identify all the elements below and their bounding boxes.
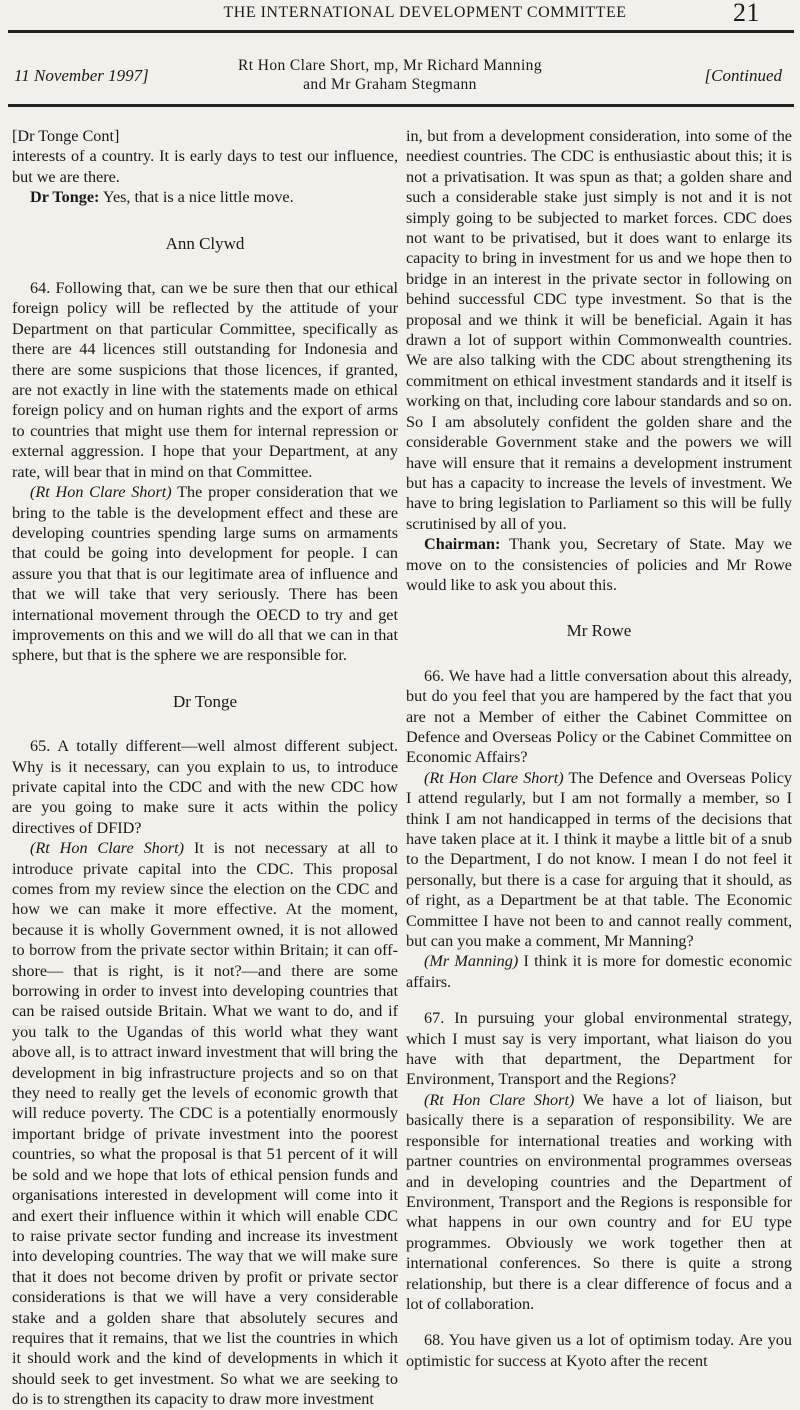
witnesses-heading [220,56,560,94]
paragraph: in, but from a development consideration, into some of the neediest countries. The CDC is enthusiastic about this; it is not a privatisation. It was spun as that; a golden share and such a considerable stake just simply is not and it is not simply going to be subjected to market forces. CDC does not want to be privatised, but it does want to enlarge its capacity to bring in investment for us and we hope then to bridge in an interest in the private sector in following on behind successful CDC type investment. So that is the proposal and we think it will be beneficial. Again it has drawn a lot of support within Commonwealth countries. We are also talking with the CDC about strengthening its commitment on ethical investment standards and it itself is working on that, including core labour standards and so on. So I am absolutely confident the golden share and the considerable Government stake and the powers we will have will ensure that it remains a development instrument but has a capacity to increase the levels of investment. We have to bring legislation to Parliament so this will be fully scrutinised by all of you. [406,127,792,533]
left-column [12,126,398,1410]
paragraph-text: We have a lot of liaison, but basically there is a separation of responsibility. We are responsible for international treaties and working with partner countries on environmental programmes overseas and in developing countries and the Department of Environment, Transport and the Regions is responsible for what happens in our own country and for EU type programmes. Obviously we work together then at international conferences. So there is quite a strong relationship, but there is a clear difference of focus and a lot of collaboration. [406,1090,792,1313]
paragraph-text: I think it is more for domestic economic affairs. [406,952,793,991]
question-68: 68. You have given us a lot of optimism today. Are you optimistic for success at Kyoto after the recent [406,1331,792,1370]
question-64: 64. Following that, can we be sure then that our ethical foreign policy will be reflected by the attitude of your Department on that particular Committee, specifically as there are 44 licences still outstanding for Indonesia and there are some suspicions that those licences, if granted, are not exactly in line with the statements made on ethical foreign policy and on human rights and the export of arms to countries that might use them for internal repression or external aggression. I hope that your Department, at any rate, will bear that in mind on that Committee. [12,279,398,481]
continuation-heading: [Dr Tonge Cont] [12,127,120,145]
speaker-label: Chairman: [424,535,501,554]
paragraph-text: The proper consideration that we bring to the table is the development effect and these are developing countries spending large sums on armaments that could be going into development for people. I can assure you that that is our legitimate area of influence and that we will take that very seriously. There has been international movement through the OECD to try and get improvements on this and we will do all that we can in that sphere, but that is the sphere we are responsible for. [12,483,398,665]
paragraph-text: Thank you, Secretary of State. May we move on to the consistencies of policies and Mr Rowe would like to ask you about this. [406,535,792,594]
answer-67 [406,1090,792,1314]
question-67: 67. In pursuing your global environmental strategy, which I must say is very important, what liaison do you have with that department, the Department for Environment, Transport and the Regions? [406,1009,792,1089]
continued-label: [Continued [704,66,782,85]
witnesses-line-2: and Mr Graham Stegmann [303,76,477,93]
speaker-label: (Rt Hon Clare Short) [30,483,172,502]
speaker-label: (Rt Hon Clare Short) [30,839,185,858]
section-heading: Mr Rowe [566,621,632,641]
header-rule-bottom [8,104,794,107]
paragraph-text: Yes, that is a nice little move. [102,188,294,207]
speaker-label: (Rt Hon Clare Short) [424,768,564,787]
section-heading: Dr Tonge [172,691,238,711]
page-number: 21 [733,0,760,27]
chairman-remark [406,534,792,595]
header-rule-top [8,30,794,33]
witnesses-line-1: Rt Hon Clare Short, mp, Mr Richard Manning [238,57,542,74]
answer-66-manning [406,951,792,992]
speaker-label: (Rt Hon Clare Short) [424,1090,575,1109]
section-heading: Ann Clywd [165,233,245,253]
speaker-label: (Mr Manning) [424,952,519,971]
question-65: 65. A totally different—well almost different subject. Why is it necessary, can you explain to us, to introduce private capital into the CDC and with the new CDC how are you going to make sure it acts within the policy directives of DFID? [12,737,398,837]
running-head [0,0,800,27]
paragraph: interests of a country. It is early days to test our influence, but we are there. [12,147,398,186]
running-title: THE INTERNATIONAL DEVELOPMENT COMMITTEE [223,4,627,21]
answer-65 [12,838,398,1409]
spacer [406,1314,792,1330]
sitting-date: 11 November 1997] [14,66,149,85]
paragraph-text: The Defence and Overseas Policy I attend regularly, but I am not formally a member, so I think I am not handicapped in terms of the decisions that have taken place at it. I think it maybe a little bit of a snub to the Department, I do not know. I mean I do not feel it personally, but there is a case for arguing that it should, as of right, as a Department be at that table. The Economic Committee I have not been to and cannot really comment, but can you make a comment, Mr Manning? [406,768,792,951]
answer-64 [12,482,398,666]
right-column [406,126,792,1371]
speaker-label: Dr Tonge: [30,188,100,207]
answer-66 [406,768,792,952]
question-66: 66. We have had a little conversation about this already, but do you feel that you are hampered by the fact that you are not a Member of either the Cabinet Committee on Defence and Overseas Policy or the Cabinet Committee on Economic Affairs? [406,666,792,767]
paragraph-text: It is not necessary at all to introduce private capital into the CDC. This proposal comes from my review since the election on the CDC and how we can make it more effective. At the moment, because it is wholly Government owned, it is not allowed to borrow from the private sector within Britain; it can off-shore— that is right, is it not?—and there are some borrowing in order to invest into developing countries that can be raised outside Britain. What we want to do, and if you talk to the Ugandas of this world what they want above all, is to attract inward investment that will bring the development in big infrastructure projects and so on that they need to really get the levels of economic growth that will reduce poverty. The CDC is a potentially enormously important bridge of private investment into the poorest countries, so what the proposal is that 51 percent of it will be sold and we hope that lots of ethical pension funds and organisations interested in development will come into it and exert their influence within it which will enable CDC to raise private sector funding and increase its investment into developing countries. The way that we will make sure that it does not become driven by profit or private sector considerations is that we will have a very considerable stake and a golden share that absolutely secures and requires that it remains, that we list the countries in which it should work and the kind of developments in which it should seek to get investment. So what we are seeking to do is to strengthen its capacity to draw more investment [12,839,398,1409]
paragraph [12,187,398,207]
spacer [406,992,792,1008]
